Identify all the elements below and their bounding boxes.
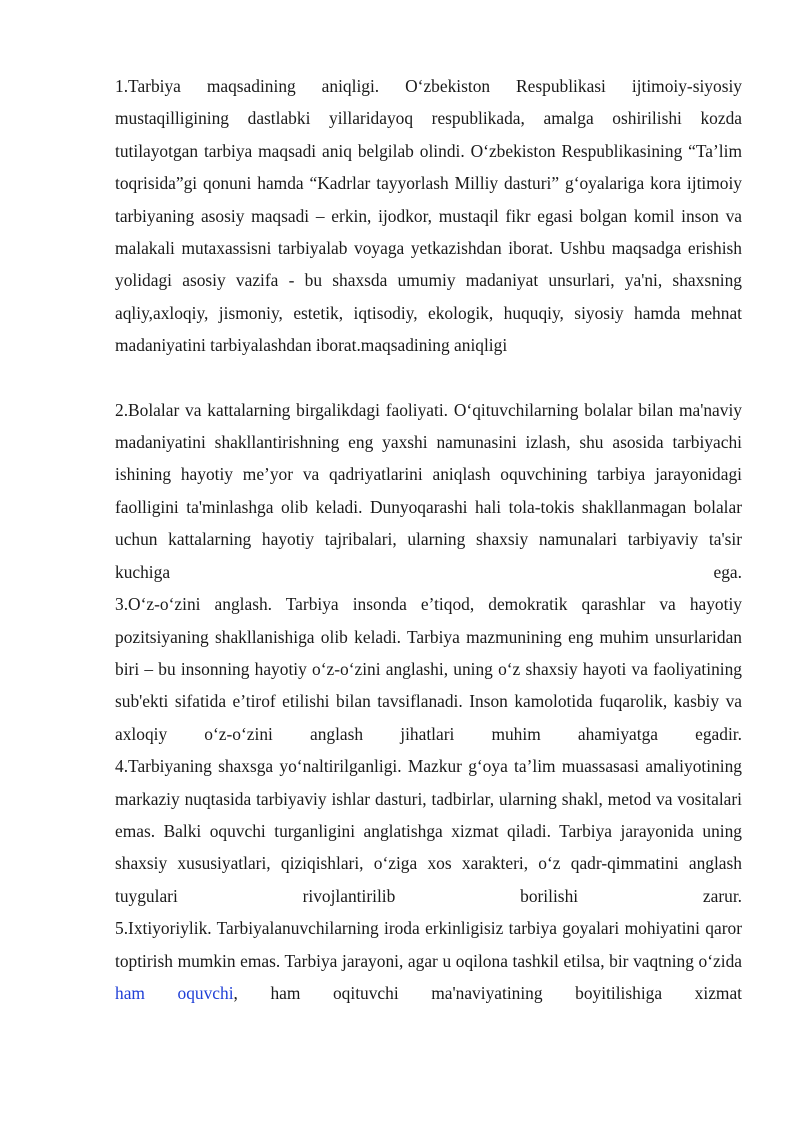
paragraph-3: 3.O‘z-o‘zini anglash. Tarbiya insonda e’tiqod, demokratik qarashlar va hayotiy pozitsiyaning shakllanishiga olib keladi. Tarbiya mazmunining eng muhim unsurlaridan biri – bu insonning hayotiy o‘z-o‘zini anglashi, uning o‘z shaxsiy hayoti va faoliyatining sub'ekti sifatida e’tirof etilishi bilan tavsiflanadi. Inson kamolotida fuqarolik, kasbiy va axloqiy o‘z-o‘zini anglash jihatlari muhim ahamiyatga egadir. <box>115 594 742 744</box>
highlighted-link[interactable]: ham oquvchi <box>115 982 234 1003</box>
paragraph-4: 4.Tarbiyaning shaxsga yo‘naltirilganligi. Mazkur g‘oya ta’lim muassasasi amaliyotining markaziy nuqtasida tarbiyaviy ishlar dasturi, tadbirlar, ularning shakl, metod va vositalari emas. Balki oquvchi turganligini anglatishga xizmat qiladi. Tarbiya jarayonida uning shaxsiy xususiyatlari, qiziqishlari, o‘ziga xos xarakteri, o‘z qadr-qimmatini anglash tuygulari rivojlantirilib borilishi zarur. <box>115 756 742 906</box>
paragraph-5 <box>115 912 742 1009</box>
paragraph-2: 2.Bolalar va kattalarning birgalikdagi faoliyati. O‘qituvchilarning bolalar bilan ma'naviy madaniyatini shakllantirishning eng yaxshi namunasini izlash, shu asosida tarbiyachi ishining hayotiy me’yor va qadriyatlarini aniqlash oquvchining tarbiya jarayonidagi faolligini ta'minlashga olib keladi. Dunyoqarashi hali tola-tokis shakllanmagan bolalar uchun kattalarning hayotiy tajribalari, ularning shaxsiy namunalari tarbiyaviy ta'sir kuchiga ega. <box>115 399 742 582</box>
paragraph-1: 1.Tarbiya maqsadining aniqligi. O‘zbekiston Respublikasi ijtimoiy-siyosiy mustaqilligining dastlabki yillaridayoq respublikada, amalga oshirilishi kozda tutilayotgan tarbiya maqsadi aniq belgilab olindi. O‘zbekiston Respublikasining “Ta’lim toqrisida”gi qonuni hamda “Kadrlar tayyorlash Milliy dasturi” g‘oyalariga kora ijtimoiy tarbiyaning asosiy maqsadi – erkin, ijodkor, mustaqil fikr egasi bolgan komil inson va malakali mutaxassisni tarbiyalab voyaga yetkazishdan iborat. Ushbu maqsadga erishish yolidagi asosiy vazifa - bu shaxsda umumiy madaniyat unsurlari, ya'ni, shaxsning aqliy,axloqiy, jismoniy, estetik, iqtisodiy, ekologik, huquqiy, siyosiy hamda mehnat madaniyatini tarbiyalashdan iborat.maqsadining aniqligi <box>115 76 742 356</box>
paragraph-5-text-start: 5.Ixtiyoriylik. Tarbiyalanuvchilarning iroda erkinligisiz tarbiya goyalari mohiyatini qaror toptirish mumkin emas. Tarbiya jarayoni, agar u oqilona tashkil etilsa, bir vaqtning o‘zida <box>115 918 742 971</box>
paragraph-gap <box>115 362 742 394</box>
paragraph-5-text-end: , ham oqituvchi ma'naviyatining boyitilishiga xizmat <box>233 982 742 1003</box>
